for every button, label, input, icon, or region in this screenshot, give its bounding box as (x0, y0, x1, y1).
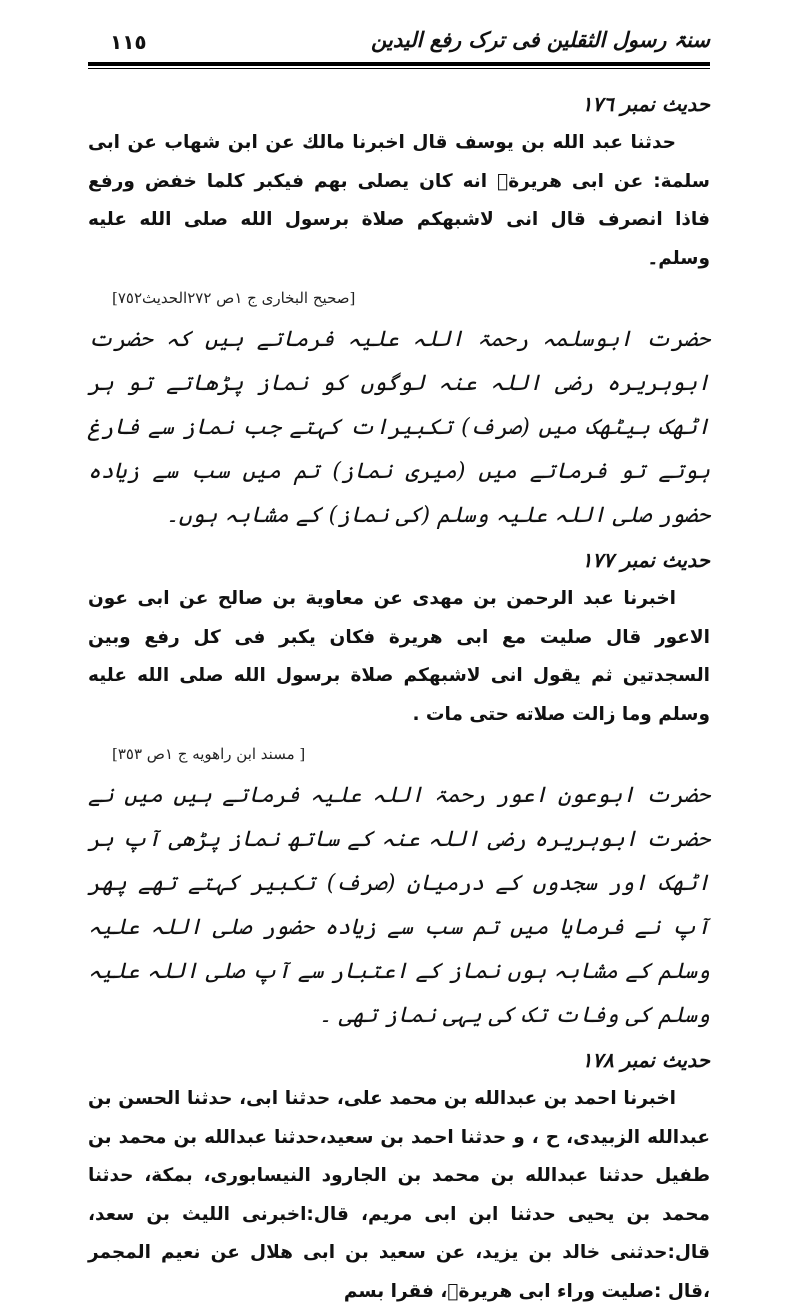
reference: [ مسند ابن راهويه ج ١ص ٣٥٣] (112, 745, 306, 763)
hadith-177 (88, 540, 710, 1038)
arabic-text-body: اخبرنا احمد بن عبدالله بن محمد على، حدثنا ابى، حدثنا الحسن بن عبدالله الزبيدى، ح ، و حدثنا احمد بن سعيد،حدثنا عبدالله بن محمد بن طفيل حدثنا عبدالله بن محمد بن الجارود النيسابورى، بمكة، حدثنا محمد بن يحيى حدثنا ابن ابى مريم، قال:اخبرنى الليث بن سعد، قال:حدثنى خالد بن يزيد، عن سعيد بن ابى هلال عن نعيم المجمر ،قال :صليت وراء ابى هريرةؓ، فقرا بسم (88, 1088, 710, 1302)
arabic-text-body: اخبرنا عبد الرحمن بن مهدى عن معاوية بن صالح عن ابى عون الاعور قال صليت مع ابى هريرة فكان يكبر فى كل رفع وبين السجدتين ثم يقول انى لاشبهكم صلاة برسول الله صلى الله عليه وسلم وما زالت صلاته حتى مات . (88, 588, 710, 725)
page-number: ١١٥ (110, 30, 147, 54)
page-content (88, 84, 710, 1313)
arabic-text (88, 580, 710, 734)
header-rule-thick (88, 62, 710, 66)
arabic-text (88, 1080, 710, 1311)
hadith-heading: حدیث نمبر ١٧٨ (581, 1048, 710, 1072)
arabic-text-body: حدثنا عبد الله بن يوسف قال اخبرنا مالك عن ابن شهاب عن ابى سلمة: عن ابى هريرةؓ انه كان يصلى بهم فيكبر كلما خفض ورفع فاذا انصرف قال انى لاشبهكم صلاة برسول الله صلى الله عليه وسلم۔ (88, 132, 710, 269)
urdu-translation: حضرت ابوسلمہ رحمۃ اللہ علیہ فرماتے ہیں کہ حضرت ابوہریرہ رضی اللہ عنہ لوگوں کو نماز پڑھاتے تو ہر اٹھک بیٹھک میں (صرف) تکبیرات کہتے جب نماز سے فارغ ہوتے تو فرماتے میں (میری نماز) تم میں سب سے زیادہ حضور صلی اللہ علیہ وسلم (کی نماز) کے مشابہ ہوں۔ (88, 327, 710, 528)
hadith-178 (88, 1040, 710, 1311)
page-header (88, 28, 710, 62)
reference: [صحيح البخارى ج ١ص ٢٧٢الحديث٧٥٢] (112, 289, 356, 307)
hadith-176 (88, 84, 710, 538)
arabic-text (88, 124, 710, 278)
running-title: سنۃ رسول الثقلین فی ترک رفع الیدین (371, 28, 710, 52)
hadith-heading: حدیث نمبر ١٧٧ (581, 548, 710, 572)
hadith-heading: حدیث نمبر ١٧٦ (581, 92, 710, 116)
header-rule-thin (88, 68, 710, 69)
urdu-translation: حضرت ابوعون اعور رحمۃ اللہ علیہ فرماتے ہیں میں نے حضرت ابوہریرہ رضی اللہ عنہ کے ساتھ نماز پڑھی آپ ہر اٹھک اور سجدوں کے درمیان (صرف) تکبیر کہتے تھے پھر آپ نے فرمایا میں تم سب سے زیادہ حضور صلی اللہ علیہ وسلم کے مشابہ ہوں نماز کے اعتبار سے آپ صلی اللہ علیہ وسلم کی وفات تک کی یہی نماز تھی ۔ (88, 783, 710, 1028)
